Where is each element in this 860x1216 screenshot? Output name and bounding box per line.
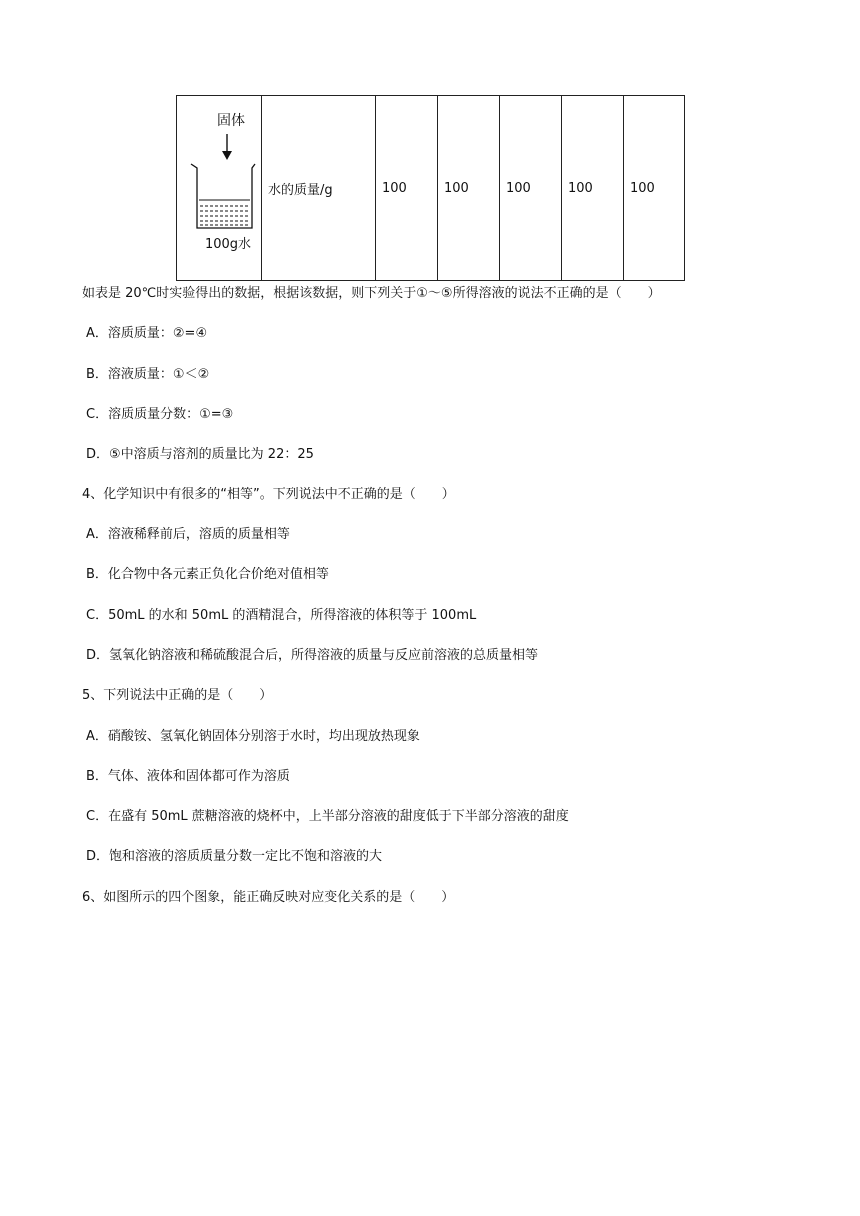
q3-option-a: A．溶质质量：②=④: [86, 326, 208, 341]
beaker-top-label: 固体: [217, 113, 245, 129]
q3-option-d: D．⑤中溶质与溶剂的质量比为 22：25: [86, 447, 314, 462]
q3-option-c: C．溶质质量分数：①=③: [86, 407, 234, 422]
beaker-bottom-label: 100g水: [204, 237, 252, 252]
q4-option-c: C．50mL 的水和 50mL 的酒精混合，所得溶液的体积等于 100mL: [86, 608, 477, 623]
q5-option-b: B．气体、液体和固体都可作为溶质: [86, 769, 290, 784]
q4-stem: 4、化学知识中有很多的“相等”。下列说法中不正确的是（ ）: [82, 487, 455, 502]
water-mass-label-cell: 水的质量/g: [262, 96, 376, 281]
q3-option-b: B．溶液质量：①＜②: [86, 367, 210, 382]
value-cell-1: 100: [376, 96, 438, 281]
q5-option-a: A．硝酸铵、氢氧化钠固体分别溶于水时，均出现放热现象: [86, 729, 420, 744]
q4-option-a: A．溶液稀释前后，溶质的质量相等: [86, 527, 290, 542]
q4-option-d: D．氢氧化钠溶液和稀硫酸混合后，所得溶液的质量与反应前溶液的总质量相等: [86, 648, 539, 663]
value-cell-5: 100: [624, 96, 685, 281]
q4-option-b: B．化合物中各元素正负化合价绝对值相等: [86, 567, 329, 582]
q5-option-d: D．饱和溶液的溶质质量分数一定比不饱和溶液的大: [86, 849, 383, 864]
table-row: [177, 96, 685, 281]
q3-stem: 如表是 20℃时实验得出的数据，根据该数据，则下列关于①～⑤所得溶液的说法不正确的是（ ）: [82, 286, 661, 301]
beaker-outline: [191, 164, 255, 228]
beaker-illustration-cell: [177, 96, 262, 281]
q6-stem: 6、如图所示的四个图象，能正确反映对应变化关系的是（ ）: [82, 890, 455, 905]
beaker-illustration: [183, 96, 268, 280]
water-hatching: [200, 206, 249, 225]
value-cell-2: 100: [438, 96, 500, 281]
q5-stem: 5、下列说法中正确的是（ ）: [82, 688, 273, 703]
value-cell-3: 100: [500, 96, 562, 281]
q5-option-c: C．在盛有 50mL 蔗糖溶液的烧杯中，上半部分溶液的甜度低于下半部分溶液的甜度: [86, 809, 569, 824]
arrow-head-icon: [222, 151, 232, 160]
value-cell-4: 100: [562, 96, 624, 281]
experiment-data-table: [176, 95, 685, 281]
